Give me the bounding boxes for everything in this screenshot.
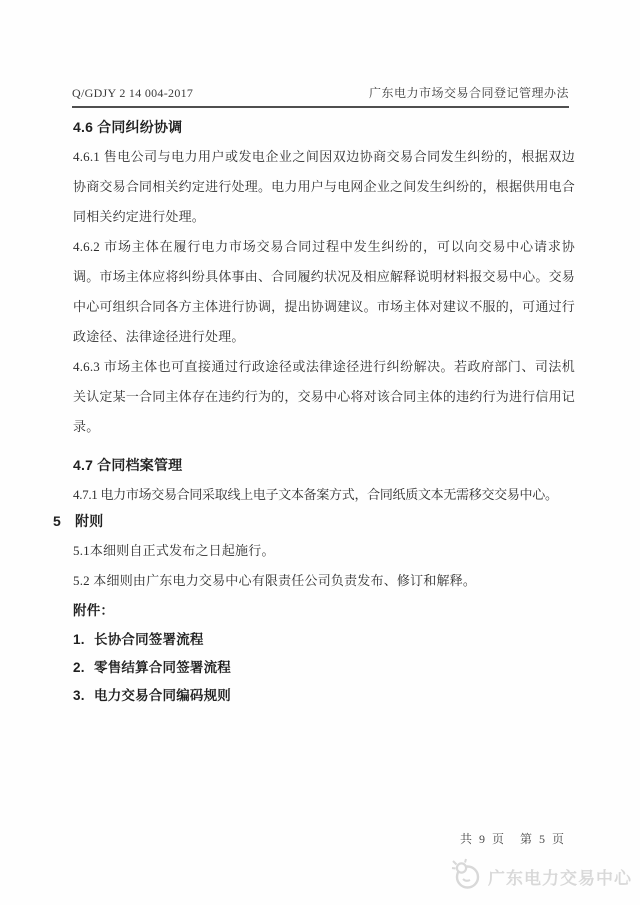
attachment-item: [73, 682, 575, 710]
doc-title: 广东电力市场交易合同登记管理办法: [368, 86, 569, 100]
section-5-number: 5: [53, 513, 61, 529]
doc-code: Q/GDJY 2 14 004-2017: [72, 86, 194, 100]
paragraph-4-6-1: 4.6.1 售电公司与电力用户或发电企业之间因双边协商交易合同发生纠纷的，根据双边协商交易合同相关约定进行处理。电力用户与电网企业之间发生纠纷的，根据供用电合同相关约定进行处理。: [73, 149, 575, 224]
attachment-number: 1.: [73, 632, 85, 647]
document-header: [72, 84, 569, 108]
attachment-number: 3.: [73, 688, 85, 703]
paragraph-4-7-1: 4.7.1 电力市场交易合同采取线上电子文本备案方式，合同纸质文本无需移交交易中心。: [73, 487, 558, 502]
section-5-title: 附则: [75, 513, 104, 529]
gdpec-logo-icon: [451, 857, 481, 896]
attachment-item: [73, 654, 575, 682]
section-heading-4-7: 4.7 合同档案管理: [73, 457, 183, 473]
paragraph-4-6-3: 4.6.3 市场主体也可直接通过行政途径或法律途径进行纠纷解决。若政府部门、司法机关认定某一合同主体存在违约行为的，交易中心将对该合同主体的违约行为进行信用记录。: [73, 359, 575, 434]
section-heading-4-6: 4.6 合同纠纷协调: [73, 119, 183, 135]
attachment-title: 电力交易合同编码规则: [94, 688, 231, 703]
paragraph-4-6-2: 4.6.2 市场主体在履行电力市场交易合同过程中发生纠纷的，可以向交易中心请求协调。市场主体应将纠纷具体事由、合同履约状况及相应解释说明材料报交易中心。交易中心可组织合同各方主体进行协调，提出协调建议。市场主体对建议不服的，可通过行政途径、法律途径进行处理。: [73, 239, 575, 344]
attachment-title: 零售结算合同签署流程: [94, 660, 231, 675]
watermark: [451, 857, 632, 896]
attachment-title: 长协合同签署流程: [94, 632, 204, 647]
paragraph-5-1: 5.1本细则自正式发布之日起施行。: [73, 543, 275, 558]
page-number: [460, 830, 566, 847]
paragraph-5-2: 5.2 本细则由广东电力交易中心有限责任公司负责发布、修订和解释。: [73, 573, 477, 588]
attachment-item: [73, 626, 575, 654]
pages-total: 共 9 页: [459, 832, 506, 846]
page-current: 第 5 页: [519, 832, 566, 846]
section-heading-5: [53, 506, 575, 536]
document-body: [53, 112, 575, 710]
attachments-label: 附件：: [73, 603, 115, 618]
attachment-number: 2.: [73, 660, 85, 675]
watermark-text: 广东电力交易中心: [488, 869, 632, 888]
